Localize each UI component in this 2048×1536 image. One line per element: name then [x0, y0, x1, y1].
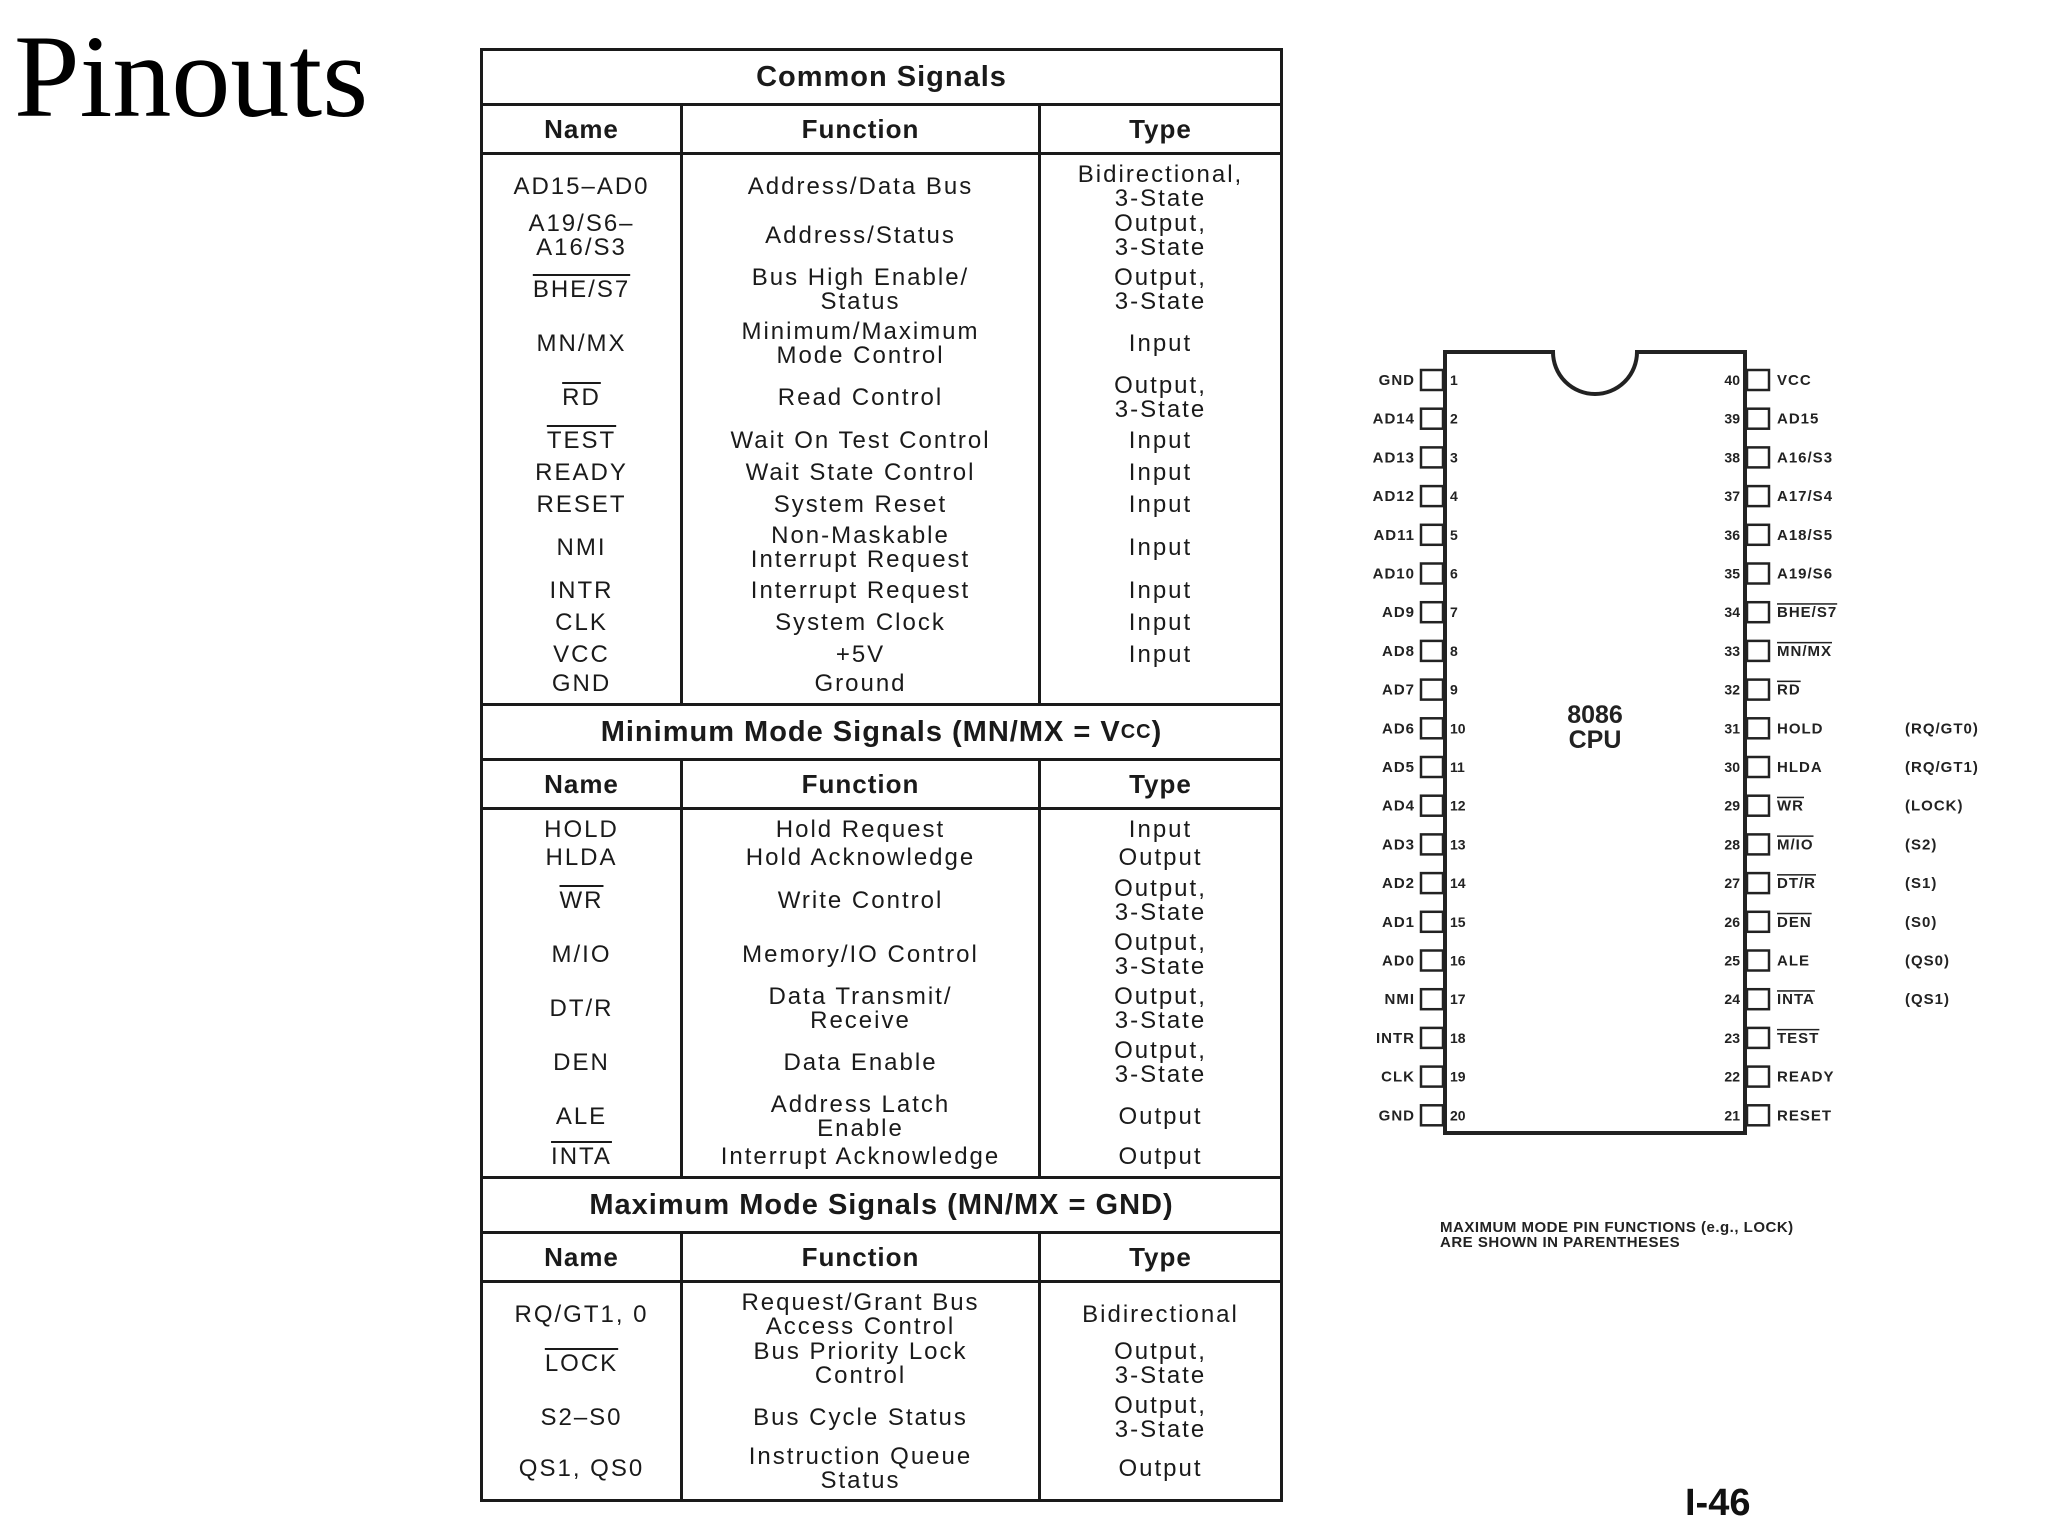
pin-number: 32 — [1724, 681, 1740, 698]
pin-number: 1 — [1450, 372, 1458, 388]
pin-number: 4 — [1450, 488, 1458, 505]
pin-box — [1747, 486, 1769, 506]
pin-box — [1421, 873, 1443, 893]
cell-type: Output, 3-State — [1038, 874, 1280, 928]
cell-type: Input — [1038, 489, 1280, 521]
pin-box — [1421, 680, 1443, 700]
col-header-name: Name — [544, 768, 619, 799]
cell-function: Non-Maskable Interrupt Request — [680, 521, 1038, 575]
pin-number: 24 — [1724, 991, 1740, 1008]
pin-number: 7 — [1450, 604, 1458, 621]
table-row — [483, 928, 1280, 982]
pin-box — [1421, 1028, 1443, 1048]
pin-name: AD1 — [1381, 913, 1415, 931]
table-row — [483, 209, 1280, 263]
pin-box — [1747, 525, 1769, 545]
pin-name: AD14 — [1372, 410, 1415, 428]
cell-name: BHE/S7 — [532, 276, 631, 304]
cell-type: Input — [1038, 317, 1280, 371]
pin-box — [1747, 409, 1769, 429]
cell-name: M/IO — [551, 941, 612, 969]
table-row — [483, 575, 1280, 607]
pin-number: 3 — [1450, 449, 1458, 466]
pin-name: AD5 — [1381, 759, 1415, 776]
pin-name: A17/S4 — [1777, 488, 1834, 506]
table-row — [483, 489, 1280, 521]
pin-name: AD11 — [1373, 526, 1415, 544]
col-header-type: Type — [1038, 106, 1280, 152]
pin-alt-function: (S1) — [1905, 875, 1938, 893]
pin-alt-function: (QS0) — [1905, 952, 1951, 970]
cell-function: Address/Data Bus — [680, 155, 1038, 210]
table-row — [483, 1283, 1280, 1340]
chip-label-line-1: 8086 — [1567, 701, 1623, 729]
pin-name: DEN — [1777, 913, 1812, 931]
pin-number: 30 — [1724, 759, 1740, 775]
table-row — [483, 810, 1280, 842]
pin-number: 25 — [1724, 952, 1740, 969]
pin-number: 35 — [1724, 565, 1740, 582]
table-row — [483, 874, 1280, 928]
pin-box — [1421, 912, 1443, 932]
cell-type: Output, 3-State — [1038, 1036, 1280, 1090]
pin-number: 39 — [1724, 410, 1740, 427]
cell-type: Output — [1038, 1090, 1280, 1144]
pin-number: 2 — [1450, 410, 1458, 427]
pin-number: 38 — [1724, 449, 1740, 466]
cell-type: Output, 3-State — [1038, 982, 1280, 1036]
pin-box — [1747, 1067, 1769, 1087]
pin-box — [1747, 680, 1769, 700]
cell-function: Address Latch Enable — [680, 1090, 1038, 1144]
cell-type: Input — [1038, 810, 1280, 842]
pin-number: 15 — [1450, 913, 1466, 930]
pin-box — [1421, 409, 1443, 429]
rows-minimum — [483, 810, 1280, 1179]
table-row — [483, 317, 1280, 371]
pin-number: 21 — [1724, 1107, 1740, 1124]
cell-function: +5V — [680, 639, 1038, 671]
pin-name: AD3 — [1381, 836, 1415, 854]
pin-box — [1747, 564, 1769, 584]
cell-name: DEN — [553, 1049, 610, 1077]
table-row — [483, 842, 1280, 874]
pin-name: HOLD — [1777, 720, 1824, 738]
cell-type: Bidirectional, 3-State — [1038, 155, 1280, 210]
pin-number: 29 — [1724, 797, 1740, 814]
cell-type: Bidirectional — [1038, 1283, 1280, 1338]
pin-box — [1421, 564, 1443, 584]
pin-name: AD8 — [1381, 642, 1415, 660]
pin-box — [1421, 718, 1443, 738]
pin-name: CLK — [1381, 1068, 1415, 1086]
pin-number: 27 — [1724, 875, 1740, 892]
pin-name: A18/S5 — [1777, 526, 1834, 544]
rows-maximum — [483, 1283, 1280, 1499]
pin-box — [1747, 834, 1769, 854]
pin-name: READY — [1777, 1068, 1835, 1086]
table-row — [483, 671, 1280, 703]
chip-label-line-2: CPU — [1568, 726, 1622, 754]
column-headers-minimum — [483, 761, 1280, 810]
pin-alt-function: (LOCK) — [1905, 797, 1964, 815]
cell-type: Input — [1038, 575, 1280, 607]
pin-name: A19/S6 — [1777, 565, 1834, 583]
pin-name: VCC — [1777, 372, 1812, 389]
table-row — [483, 263, 1280, 317]
pin-box — [1421, 951, 1443, 971]
table-row — [483, 1036, 1280, 1090]
pin-number: 6 — [1450, 565, 1458, 582]
pin-name: MN/MX — [1777, 642, 1832, 660]
cell-function: Read Control — [680, 371, 1038, 425]
cell-type: Output, 3-State — [1038, 928, 1280, 982]
pin-number: 9 — [1450, 681, 1458, 698]
section-title-minimum — [483, 706, 1280, 761]
pin-number: 18 — [1450, 1029, 1466, 1046]
table-row — [483, 425, 1280, 457]
cell-name: CLK — [555, 609, 608, 637]
pin-box — [1421, 1105, 1443, 1125]
cell-function: Bus Cycle Status — [680, 1391, 1038, 1445]
column-headers-common — [483, 106, 1280, 155]
cell-name: NMI — [556, 534, 607, 562]
cell-name: READY — [535, 459, 628, 487]
pin-number: 33 — [1724, 642, 1740, 659]
pin-name: ALE — [1777, 952, 1810, 970]
pin-box — [1747, 873, 1769, 893]
cell-name: RQ/GT1, 0 — [514, 1300, 649, 1328]
pin-number: 37 — [1724, 488, 1740, 505]
cell-function: System Reset — [680, 489, 1038, 521]
pin-name: AD13 — [1372, 449, 1415, 467]
pin-number: 8 — [1450, 642, 1458, 659]
pin-number: 23 — [1724, 1029, 1740, 1046]
col-header-function: Function — [680, 761, 1038, 807]
pin-name: HLDA — [1777, 759, 1823, 776]
col-header-type: Type — [1038, 1234, 1280, 1280]
pin-number: 22 — [1724, 1068, 1740, 1085]
cell-name: S2–S0 — [540, 1404, 623, 1432]
section-title-minimum-main: Minimum Mode Signals (MN/MX = V — [600, 715, 1121, 748]
cell-name: LOCK — [544, 1350, 619, 1378]
cell-type: Output, 3-State — [1038, 1391, 1280, 1445]
table-row — [483, 155, 1280, 212]
pin-name: AD15 — [1777, 410, 1820, 428]
pin-name: GND — [1378, 1107, 1415, 1125]
pin-box — [1747, 951, 1769, 971]
cell-function: Bus Priority Lock Control — [680, 1337, 1038, 1391]
pin-box — [1747, 1105, 1769, 1125]
cell-name: INTR — [549, 577, 614, 605]
col-header-name: Name — [544, 113, 619, 144]
cell-function: Instruction Queue Status — [680, 1445, 1038, 1499]
cell-function: Address/Status — [680, 209, 1038, 263]
pin-number: 10 — [1450, 720, 1466, 737]
cell-function: Data Transmit/ Receive — [680, 982, 1038, 1036]
pin-box — [1747, 989, 1769, 1009]
pin-number: 16 — [1450, 952, 1466, 969]
cell-name: $\overline{WR}$ — [559, 887, 604, 915]
pin-box — [1747, 447, 1769, 467]
pin-box — [1747, 370, 1769, 390]
cell-type: Input — [1038, 457, 1280, 489]
pin-name: RD — [1777, 681, 1801, 699]
cell-type: Output, 3-State — [1038, 263, 1280, 317]
table-row — [483, 521, 1280, 575]
chip-pinout-diagram — [1300, 330, 2040, 1150]
pin-box — [1421, 834, 1443, 854]
pin-box — [1747, 718, 1769, 738]
cell-function: Interrupt Request — [680, 575, 1038, 607]
cell-function: Wait State Control — [680, 457, 1038, 489]
cell-function: System Clock — [680, 607, 1038, 639]
cell-name: TEST — [546, 427, 617, 455]
cell-name: ALE — [555, 1103, 608, 1131]
section-title-minimum-sub: CC — [1120, 720, 1152, 743]
cell-name: HLDA — [545, 844, 618, 872]
cell-name: HOLD — [544, 816, 619, 844]
pin-box — [1421, 370, 1443, 390]
cell-name: DT/R — [549, 995, 614, 1023]
cell-type: Input — [1038, 521, 1280, 575]
section-title-minimum-end: ) — [1151, 715, 1163, 748]
table-row — [483, 639, 1280, 671]
pin-number: 5 — [1450, 526, 1458, 543]
cell-name: A19/S6– A16/S3 — [528, 210, 635, 261]
cell-name: VCC — [553, 641, 610, 669]
page-title: Pinouts — [14, 11, 369, 142]
pin-name: AD6 — [1381, 720, 1415, 738]
col-header-type: Type — [1038, 761, 1280, 807]
pin-number: 12 — [1450, 797, 1466, 814]
cell-function: Interrupt Acknowledge — [680, 1144, 1038, 1176]
note-line-1: MAXIMUM MODE PIN FUNCTIONS (e.g., LOCK) — [1440, 1219, 1794, 1236]
pin-name: NMI — [1384, 991, 1415, 1009]
pin-number: 40 — [1724, 372, 1740, 388]
parentheses-note — [1440, 1220, 1794, 1250]
pin-name: AD10 — [1372, 565, 1415, 583]
cell-name: AD15–AD0 — [513, 172, 650, 200]
col-header-name: Name — [544, 1241, 619, 1272]
cell-type: Output, 3-State — [1038, 371, 1280, 425]
cell-name: MN/MX — [536, 330, 627, 358]
note-line-2: ARE SHOWN IN PARENTHESES — [1440, 1234, 1681, 1251]
pin-alt-function: (S0) — [1905, 913, 1938, 931]
cell-type: Output, 3-State — [1038, 209, 1280, 263]
pin-alt-function: (S2) — [1905, 836, 1938, 854]
pin-name: AD4 — [1381, 797, 1415, 815]
cell-type — [1038, 671, 1280, 703]
pin-number: 19 — [1450, 1068, 1466, 1085]
pin-box — [1421, 486, 1443, 506]
pin-alt-function: (QS1) — [1905, 991, 1951, 1009]
pin-box — [1421, 641, 1443, 661]
pin-number: 36 — [1724, 526, 1740, 543]
pin-name: INTR — [1376, 1029, 1415, 1047]
cell-function: Minimum/Maximum Mode Control — [680, 317, 1038, 371]
table-row — [483, 1144, 1280, 1176]
pin-name: WR — [1777, 797, 1804, 815]
pin-box — [1747, 912, 1769, 932]
pin-box — [1747, 1028, 1769, 1048]
pin-name: BHE/S7 — [1777, 604, 1838, 622]
section-title-maximum: Maximum Mode Signals (MN/MX = GND) — [483, 1179, 1280, 1234]
pin-name: A16/S3 — [1777, 449, 1834, 467]
pin-number: 26 — [1724, 913, 1740, 930]
cell-function: Request/Grant Bus Access Control — [680, 1283, 1038, 1338]
table-row — [483, 1090, 1280, 1144]
pin-box — [1421, 757, 1443, 777]
pin-box — [1747, 796, 1769, 816]
pin-box — [1421, 989, 1443, 1009]
table-row — [483, 982, 1280, 1036]
cell-function: Ground — [680, 671, 1038, 703]
pin-box — [1747, 757, 1769, 777]
pin-name: AD0 — [1381, 952, 1415, 970]
pin-alt-function: (RQ/GT0) — [1905, 720, 1979, 738]
table-row — [483, 371, 1280, 425]
pin-name: RESET — [1777, 1107, 1833, 1125]
table-row — [483, 1391, 1280, 1445]
pin-name: AD12 — [1372, 488, 1415, 506]
table-row — [483, 1445, 1280, 1499]
cell-function: Hold Request — [680, 810, 1038, 842]
cell-type: Input — [1038, 607, 1280, 639]
cell-name: INTA — [551, 1143, 612, 1171]
pin-box — [1421, 796, 1443, 816]
table-row — [483, 607, 1280, 639]
table-row — [483, 1337, 1280, 1391]
cell-name: RESET — [536, 491, 627, 519]
rows-common — [483, 155, 1280, 706]
pin-number: 14 — [1450, 875, 1466, 892]
pin-box — [1421, 1067, 1443, 1087]
cell-function: Write Control — [680, 874, 1038, 928]
cell-function: Memory/IO Control — [680, 928, 1038, 982]
cell-type: Output — [1038, 1144, 1280, 1176]
cell-function: Wait On Test Control — [680, 425, 1038, 457]
pin-name: AD2 — [1381, 875, 1415, 893]
pin-number: 20 — [1450, 1107, 1466, 1124]
cell-type: Input — [1038, 639, 1280, 671]
cell-function: Hold Acknowledge — [680, 842, 1038, 874]
cell-type: Output, 3-State — [1038, 1337, 1280, 1391]
pin-number: 17 — [1450, 991, 1466, 1008]
page-number: I-46 — [1685, 1482, 1751, 1524]
pin-name: GND — [1378, 372, 1415, 389]
col-header-function: Function — [680, 1234, 1038, 1280]
pin-name: AD7 — [1381, 681, 1415, 699]
pin-number: 28 — [1724, 836, 1740, 853]
pin-box — [1747, 602, 1769, 622]
cell-name: GND — [551, 670, 612, 698]
table-row — [483, 457, 1280, 489]
cell-type: Output — [1038, 842, 1280, 874]
pin-name: AD9 — [1381, 604, 1415, 622]
column-headers-maximum — [483, 1234, 1280, 1283]
pin-box — [1747, 641, 1769, 661]
col-header-function: Function — [680, 106, 1038, 152]
cell-function: Bus High Enable/ Status — [680, 263, 1038, 317]
pin-name: INTA — [1777, 991, 1815, 1009]
signals-table — [480, 48, 1283, 1502]
pin-number: 31 — [1724, 720, 1740, 737]
pin-name: M/IO — [1777, 836, 1814, 854]
pin-box — [1421, 525, 1443, 545]
cell-type: Output — [1038, 1445, 1280, 1499]
pin-name: TEST — [1777, 1029, 1820, 1047]
pin-alt-function: (RQ/GT1) — [1905, 759, 1979, 776]
cell-function: Data Enable — [680, 1036, 1038, 1090]
pin-number: 11 — [1450, 759, 1465, 775]
pin-box — [1421, 447, 1443, 467]
pin-name: DT/R — [1777, 875, 1816, 893]
pin-number: 13 — [1450, 836, 1466, 853]
cell-name: QS1, QS0 — [518, 1455, 645, 1483]
pin-number: 34 — [1724, 604, 1740, 621]
section-title-common: Common Signals — [483, 51, 1280, 106]
pin-box — [1421, 602, 1443, 622]
cell-name: $\overline{RD}$ — [562, 384, 601, 412]
cell-type: Input — [1038, 425, 1280, 457]
